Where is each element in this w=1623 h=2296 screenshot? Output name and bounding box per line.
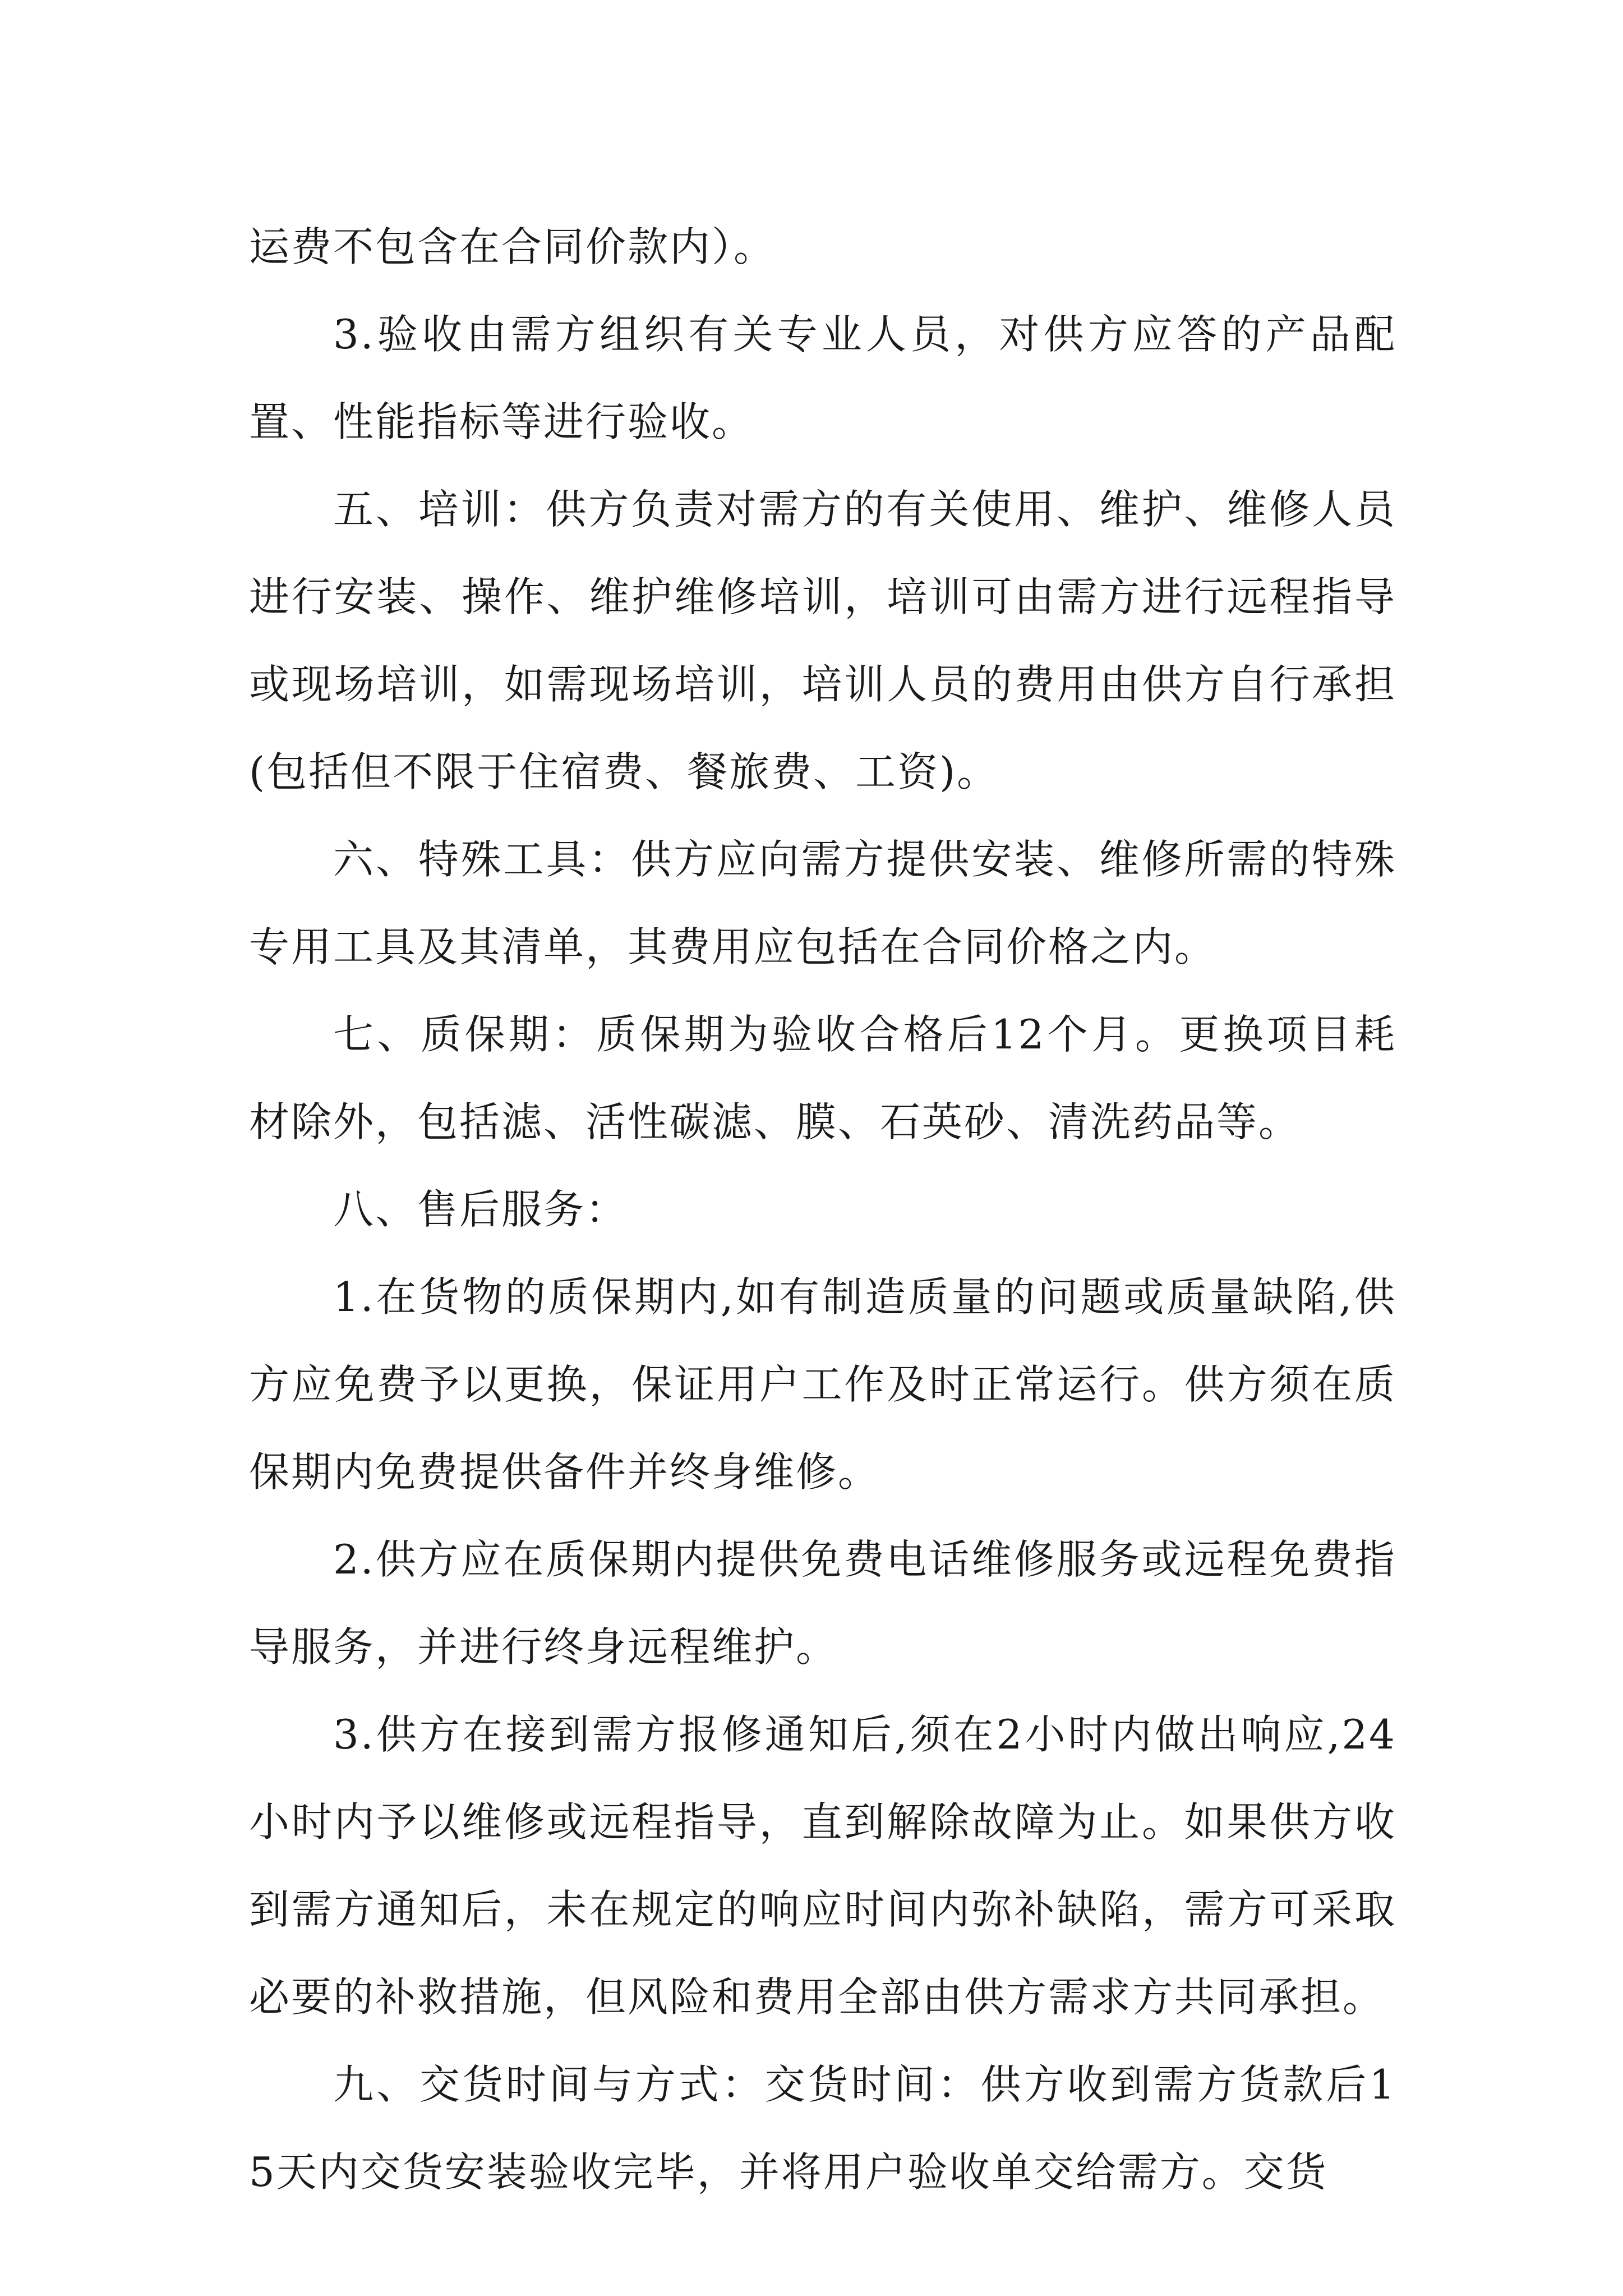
paragraph-delivery: 九、交货时间与方式：交货时间：供方收到需方货款后15天内交货安装验收完毕，并将用户验收单交给需方。交货	[249, 2061, 1396, 2196]
paragraph-after-sales-heading: 八、售后服务：	[333, 1186, 628, 1233]
paragraph-after-sales-3: 3.供方在接到需方报修通知后,须在2小时内做出响应,24小时内予以维修或远程指导，直到解除故障为止。如果供方收到需方通知后，未在规定的响应时间内弥补缺陷，需方可采取必要的补救措施，但风险和费用全部由供方需求方共同承担。	[249, 1711, 1396, 2021]
paragraph-special-tools: 六、特殊工具：供方应向需方提供安装、维修所需的特殊专用工具及其清单，其费用应包括在合同价格之内。	[249, 836, 1396, 970]
document-body	[249, 203, 1396, 2216]
paragraph-after-sales-2: 2.供方应在质保期内提供免费电话维修服务或远程免费指导服务，并进行终身远程维护。	[249, 1536, 1396, 1671]
paragraph-warranty-period: 七、质保期：质保期为验收合格后12个月。更换项目耗材除外，包括滤、活性碳滤、膜、石英砂、清洗药品等。	[249, 1011, 1396, 1145]
paragraph-acceptance: 3.验收由需方组织有关专业人员，对供方应答的产品配置、性能指标等进行验收。	[249, 311, 1396, 445]
paragraph-training: 五、培训：供方负责对需方的有关使用、维护、维修人员进行安装、操作、维护维修培训，培训可由需方进行远程指导或现场培训，如需现场培训，培训人员的费用由供方自行承担(包括但不限于住宿费、餐旅费、工资)。	[249, 486, 1396, 795]
paragraph-after-sales-1: 1.在货物的质保期内,如有制造质量的问题或质量缺陷,供方应免费予以更换，保证用户工作及时正常运行。供方须在质保期内免费提供备件并终身维修。	[249, 1273, 1396, 1496]
paragraph-freight-note: 运费不包含在合同价款内）。	[249, 223, 776, 270]
